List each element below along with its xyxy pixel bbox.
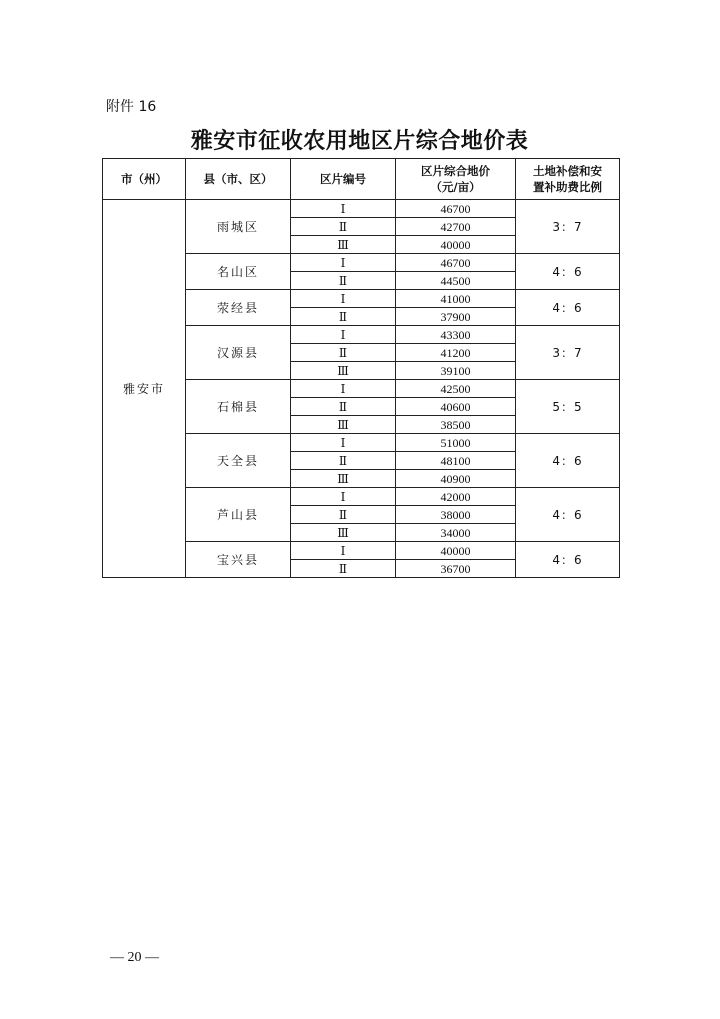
county-cell: 芦山县 (186, 488, 291, 542)
price-cell: 40000 (396, 542, 516, 560)
price-cell: 41000 (396, 290, 516, 308)
document-title: 雅安市征收农用地区片综合地价表 (190, 128, 529, 154)
table-row (103, 200, 620, 218)
price-cell: 43300 (396, 326, 516, 344)
ratio-cell: 5：5 (516, 380, 620, 434)
ratio-cell: 4：6 (516, 542, 620, 578)
zone-number-cell: Ⅰ (291, 254, 396, 272)
zone-number-cell: Ⅱ (291, 272, 396, 290)
price-cell: 44500 (396, 272, 516, 290)
page-number: — 20 — (110, 950, 159, 965)
land-price-table (102, 158, 620, 578)
zone-number-cell: Ⅱ (291, 344, 396, 362)
ratio-cell: 4：6 (516, 434, 620, 488)
county-cell: 宝兴县 (186, 542, 291, 578)
county-cell: 天全县 (186, 434, 291, 488)
zone-number-cell: Ⅰ (291, 434, 396, 452)
header-city: 市（州） (103, 159, 186, 200)
zone-number-cell: Ⅰ (291, 542, 396, 560)
ratio-cell: 4：6 (516, 488, 620, 542)
price-cell: 41200 (396, 344, 516, 362)
zone-number-cell: Ⅰ (291, 326, 396, 344)
county-cell: 汉源县 (186, 326, 291, 380)
price-cell: 38000 (396, 506, 516, 524)
table-body (103, 200, 620, 578)
zone-number-cell: Ⅲ (291, 236, 396, 254)
zone-number-cell: Ⅲ (291, 362, 396, 380)
zone-number-cell: Ⅲ (291, 470, 396, 488)
county-cell: 名山区 (186, 254, 291, 290)
price-cell: 36700 (396, 560, 516, 578)
zone-number-cell: Ⅲ (291, 416, 396, 434)
price-cell: 38500 (396, 416, 516, 434)
header-ratio-line2: 置补助费比例 (533, 180, 602, 194)
ratio-cell: 3：7 (516, 326, 620, 380)
ratio-cell: 4：6 (516, 290, 620, 326)
price-cell: 46700 (396, 200, 516, 218)
header-ratio-line1: 土地补偿和安 (533, 164, 602, 178)
zone-number-cell: Ⅱ (291, 452, 396, 470)
zone-number-cell: Ⅲ (291, 524, 396, 542)
price-cell: 51000 (396, 434, 516, 452)
zone-number-cell: Ⅰ (291, 200, 396, 218)
county-cell: 雨城区 (186, 200, 291, 254)
price-cell: 34000 (396, 524, 516, 542)
price-cell: 40900 (396, 470, 516, 488)
price-cell: 42700 (396, 218, 516, 236)
header-price-line2: （元/亩） (430, 180, 481, 194)
price-cell: 40600 (396, 398, 516, 416)
ratio-cell: 3：7 (516, 200, 620, 254)
zone-number-cell: Ⅱ (291, 560, 396, 578)
header-zone-number: 区片编号 (291, 159, 396, 200)
zone-number-cell: Ⅰ (291, 488, 396, 506)
header-ratio (516, 159, 620, 200)
zone-number-cell: Ⅱ (291, 398, 396, 416)
price-cell: 37900 (396, 308, 516, 326)
price-cell: 42500 (396, 380, 516, 398)
zone-number-cell: Ⅰ (291, 380, 396, 398)
county-cell: 石棉县 (186, 380, 291, 434)
price-cell: 42000 (396, 488, 516, 506)
zone-number-cell: Ⅱ (291, 218, 396, 236)
price-cell: 39100 (396, 362, 516, 380)
attachment-label: 附件 16 (106, 99, 157, 115)
ratio-cell: 4：6 (516, 254, 620, 290)
header-price (396, 159, 516, 200)
table-header-row (103, 159, 620, 200)
zone-number-cell: Ⅱ (291, 308, 396, 326)
zone-number-cell: Ⅰ (291, 290, 396, 308)
county-cell: 荥经县 (186, 290, 291, 326)
price-cell: 40000 (396, 236, 516, 254)
city-cell: 雅安市 (103, 200, 186, 578)
price-cell: 46700 (396, 254, 516, 272)
header-county: 县（市、区） (186, 159, 291, 200)
price-cell: 48100 (396, 452, 516, 470)
header-price-line1: 区片综合地价 (421, 164, 490, 178)
zone-number-cell: Ⅱ (291, 506, 396, 524)
